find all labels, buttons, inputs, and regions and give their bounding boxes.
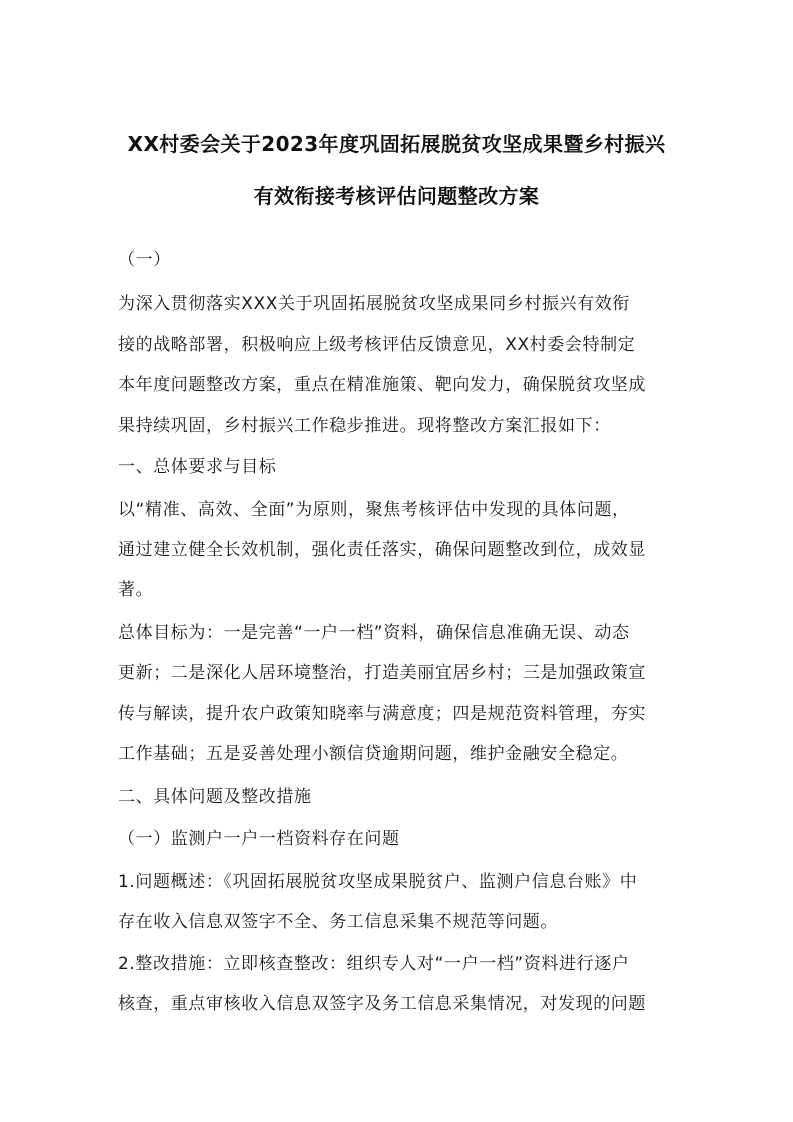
- body-line: 本年度问题整改方案，重点在精准施策、靶向发力，确保脱贫攻坚成: [118, 375, 646, 395]
- body-line: 通过建立健全长效机制，强化责任落实，确保问题整改到位，成效显: [118, 540, 646, 560]
- section-heading: 一、总体要求与目标: [118, 457, 277, 477]
- section-marker: （一）: [118, 250, 171, 270]
- section-heading: 二、具体问题及整改措施: [118, 787, 312, 807]
- subsection-heading: （一）监测户一户一档资料存在问题: [118, 829, 400, 849]
- body-line: 传与解读，提升农户政策知晓率与满意度；四是规范资料管理，夯实: [118, 704, 646, 724]
- document-title-line-2: 有效衔接考核评估问题整改方案: [253, 184, 540, 208]
- body-line: 为深入贯彻落实XXX关于巩固拓展脱贫攻坚成果同乡村振兴有效衔: [118, 294, 630, 314]
- body-line: 工作基础；五是妥善处理小额信贷逾期问题，维护金融安全稳定。: [118, 744, 629, 764]
- body-line: 1.问题概述：《巩固拓展脱贫攻坚成果脱贫户、监测户信息台账》中: [118, 872, 638, 892]
- body-line: 以“精准、高效、全面”为原则，聚焦考核评估中发现的具体问题，: [118, 500, 630, 520]
- body-line: 2.整改措施：立即核查整改：组织专人对“一户一档”资料进行逐户: [118, 954, 630, 974]
- body-line: 著。: [118, 580, 154, 600]
- body-line: 总体目标为：一是完善“一户一档”资料，确保信息准确无误、动态: [118, 623, 630, 643]
- body-line: 存在收入信息双签字不全、务工信息采集不规范等问题。: [118, 912, 558, 932]
- document-title-line-1: XX村委会关于2023年度巩固拓展脱贫攻坚成果暨乡村振兴: [127, 132, 666, 156]
- body-line: 接的战略部署，积极响应上级考核评估反馈意见，XX村委会特制定: [118, 335, 636, 355]
- body-line: 果持续巩固，乡村振兴工作稳步推进。现将整改方案汇报如下：: [118, 416, 611, 436]
- body-line: 核查，重点审核收入信息双签字及务工信息采集情况，对发现的问题: [118, 994, 646, 1014]
- body-line: 更新；二是深化人居环境整治，打造美丽宜居乡村；三是加强政策宣: [118, 663, 646, 683]
